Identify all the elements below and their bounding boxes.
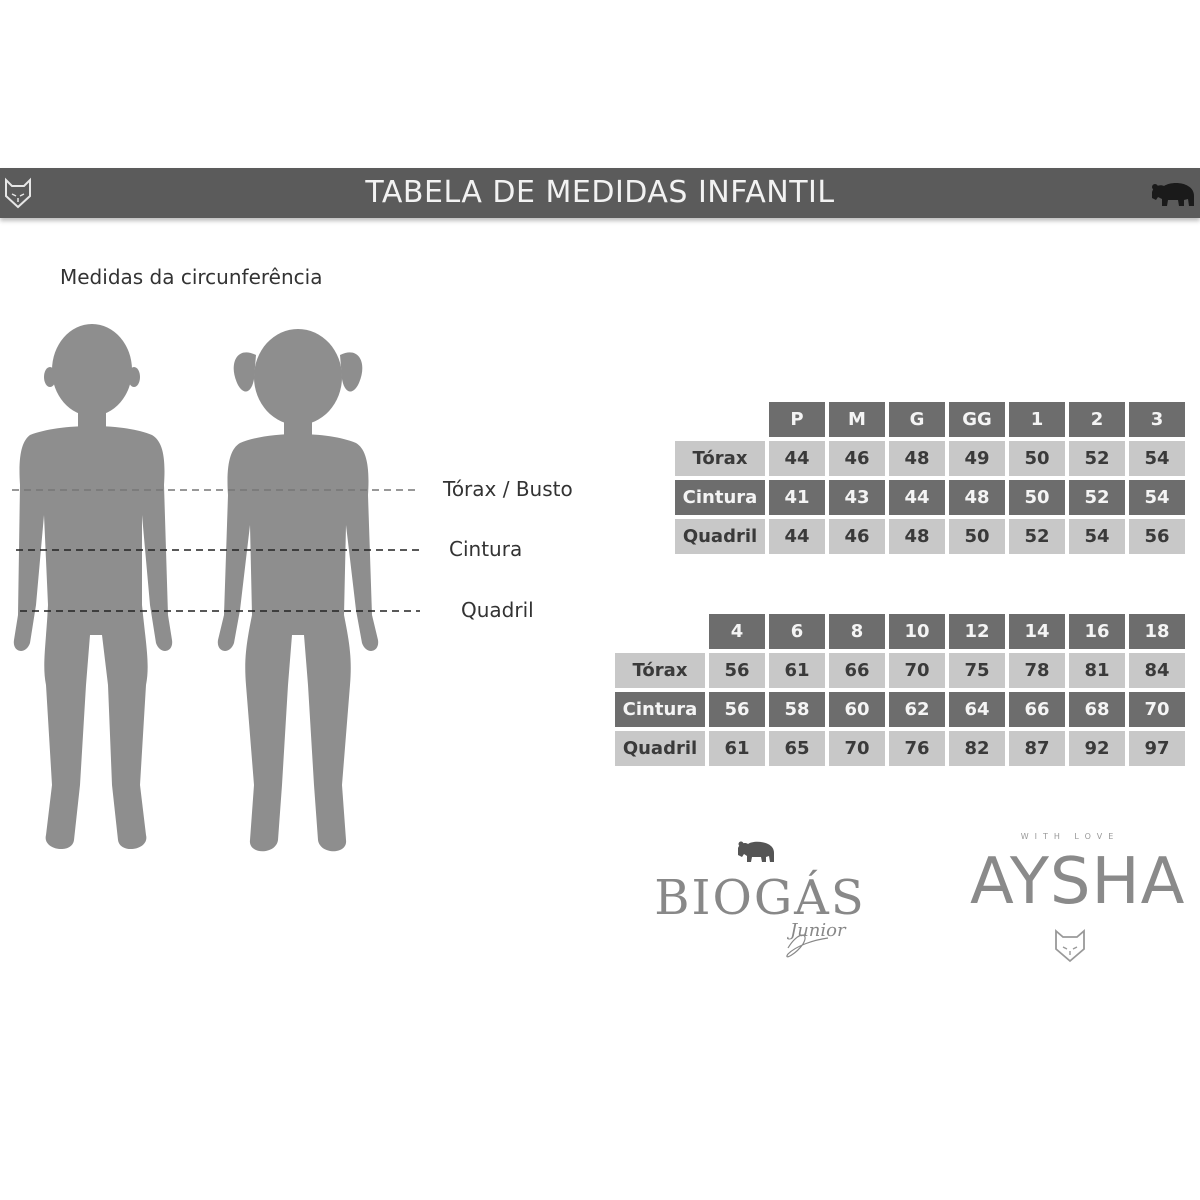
table-cell: 44	[769, 519, 825, 554]
table-cell: 48	[949, 480, 1005, 515]
table-cell: 56	[709, 653, 765, 688]
row-label: Quadril	[615, 731, 705, 766]
table-row	[675, 480, 1185, 515]
table-cell: 84	[1129, 653, 1185, 688]
table-cell: 48	[889, 441, 945, 476]
aysha-tagline: WITH LOVE	[1020, 832, 1120, 841]
table-row	[615, 692, 1185, 727]
size-header: 3	[1129, 402, 1185, 437]
size-header: 18	[1129, 614, 1185, 649]
size-header: GG	[949, 402, 1005, 437]
table-row	[615, 731, 1185, 766]
table-cell: 65	[769, 731, 825, 766]
table-cell: 43	[829, 480, 885, 515]
table-corner	[615, 614, 705, 649]
row-label: Cintura	[615, 692, 705, 727]
size-header: 14	[1009, 614, 1065, 649]
table-cell: 97	[1129, 731, 1185, 766]
size-header: 1	[1009, 402, 1065, 437]
table-cell: 66	[829, 653, 885, 688]
boy-silhouette	[14, 324, 172, 849]
cat-icon	[1050, 925, 1090, 965]
size-header: 16	[1069, 614, 1125, 649]
table-cell: 54	[1069, 519, 1125, 554]
size-header: 2	[1069, 402, 1125, 437]
row-label: Cintura	[675, 480, 765, 515]
row-label: Tórax	[675, 441, 765, 476]
table-cell: 82	[949, 731, 1005, 766]
table-cell: 87	[1009, 731, 1065, 766]
size-header: P	[769, 402, 825, 437]
table-cell: 54	[1129, 480, 1185, 515]
table-cell: 46	[829, 519, 885, 554]
table-cell: 61	[709, 731, 765, 766]
table-cell: 78	[1009, 653, 1065, 688]
size-header: 12	[949, 614, 1005, 649]
aysha-brand-name: AYSHA	[970, 845, 1186, 919]
table-cell: 70	[1129, 692, 1185, 727]
table-cell: 62	[889, 692, 945, 727]
table-cell: 44	[889, 480, 945, 515]
subtitle: Medidas da circunferência	[60, 265, 323, 289]
size-table-small	[671, 398, 1189, 558]
size-header: 10	[889, 614, 945, 649]
table-cell: 92	[1069, 731, 1125, 766]
row-label: Tórax	[615, 653, 705, 688]
table-row	[675, 441, 1185, 476]
children-silhouettes	[0, 315, 420, 875]
size-table-large	[611, 610, 1189, 770]
table-cell: 76	[889, 731, 945, 766]
table-cell: 52	[1069, 480, 1125, 515]
table-cell: 50	[1009, 441, 1065, 476]
table-corner	[675, 402, 765, 437]
table-cell: 58	[769, 692, 825, 727]
table-cell: 52	[1069, 441, 1125, 476]
label-quadril: Quadril	[461, 598, 534, 622]
row-label: Quadril	[675, 519, 765, 554]
table-cell: 46	[829, 441, 885, 476]
table-row	[675, 519, 1185, 554]
table-cell: 60	[829, 692, 885, 727]
bear-icon	[1148, 178, 1198, 210]
table-cell: 54	[1129, 441, 1185, 476]
table-cell: 56	[1129, 519, 1185, 554]
table-cell: 56	[709, 692, 765, 727]
label-cintura: Cintura	[449, 537, 523, 561]
size-header: 6	[769, 614, 825, 649]
table-cell: 68	[1069, 692, 1125, 727]
size-header: M	[829, 402, 885, 437]
table-cell: 50	[949, 519, 1005, 554]
table-cell: 41	[769, 480, 825, 515]
table-cell: 81	[1069, 653, 1125, 688]
table-cell: 52	[1009, 519, 1065, 554]
table-cell: 70	[889, 653, 945, 688]
label-torax-busto: Tórax / Busto	[443, 477, 573, 501]
size-header: G	[889, 402, 945, 437]
table-cell: 49	[949, 441, 1005, 476]
table-cell: 48	[889, 519, 945, 554]
size-header: 8	[829, 614, 885, 649]
table-cell: 61	[769, 653, 825, 688]
table-cell: 64	[949, 692, 1005, 727]
table-cell: 70	[829, 731, 885, 766]
table-cell: 44	[769, 441, 825, 476]
table-row	[615, 653, 1185, 688]
biogas-brand-sub: Junior	[790, 920, 846, 941]
biogas-brand-name: BIOGÁS	[654, 870, 866, 926]
size-header: 4	[709, 614, 765, 649]
table-cell: 75	[949, 653, 1005, 688]
page-title: TABELA DE MEDIDAS INFANTIL	[365, 175, 835, 210]
table-cell: 66	[1009, 692, 1065, 727]
header-bar	[0, 168, 1200, 218]
table-cell: 50	[1009, 480, 1065, 515]
bear-icon	[738, 842, 774, 863]
girl-silhouette	[218, 329, 378, 851]
